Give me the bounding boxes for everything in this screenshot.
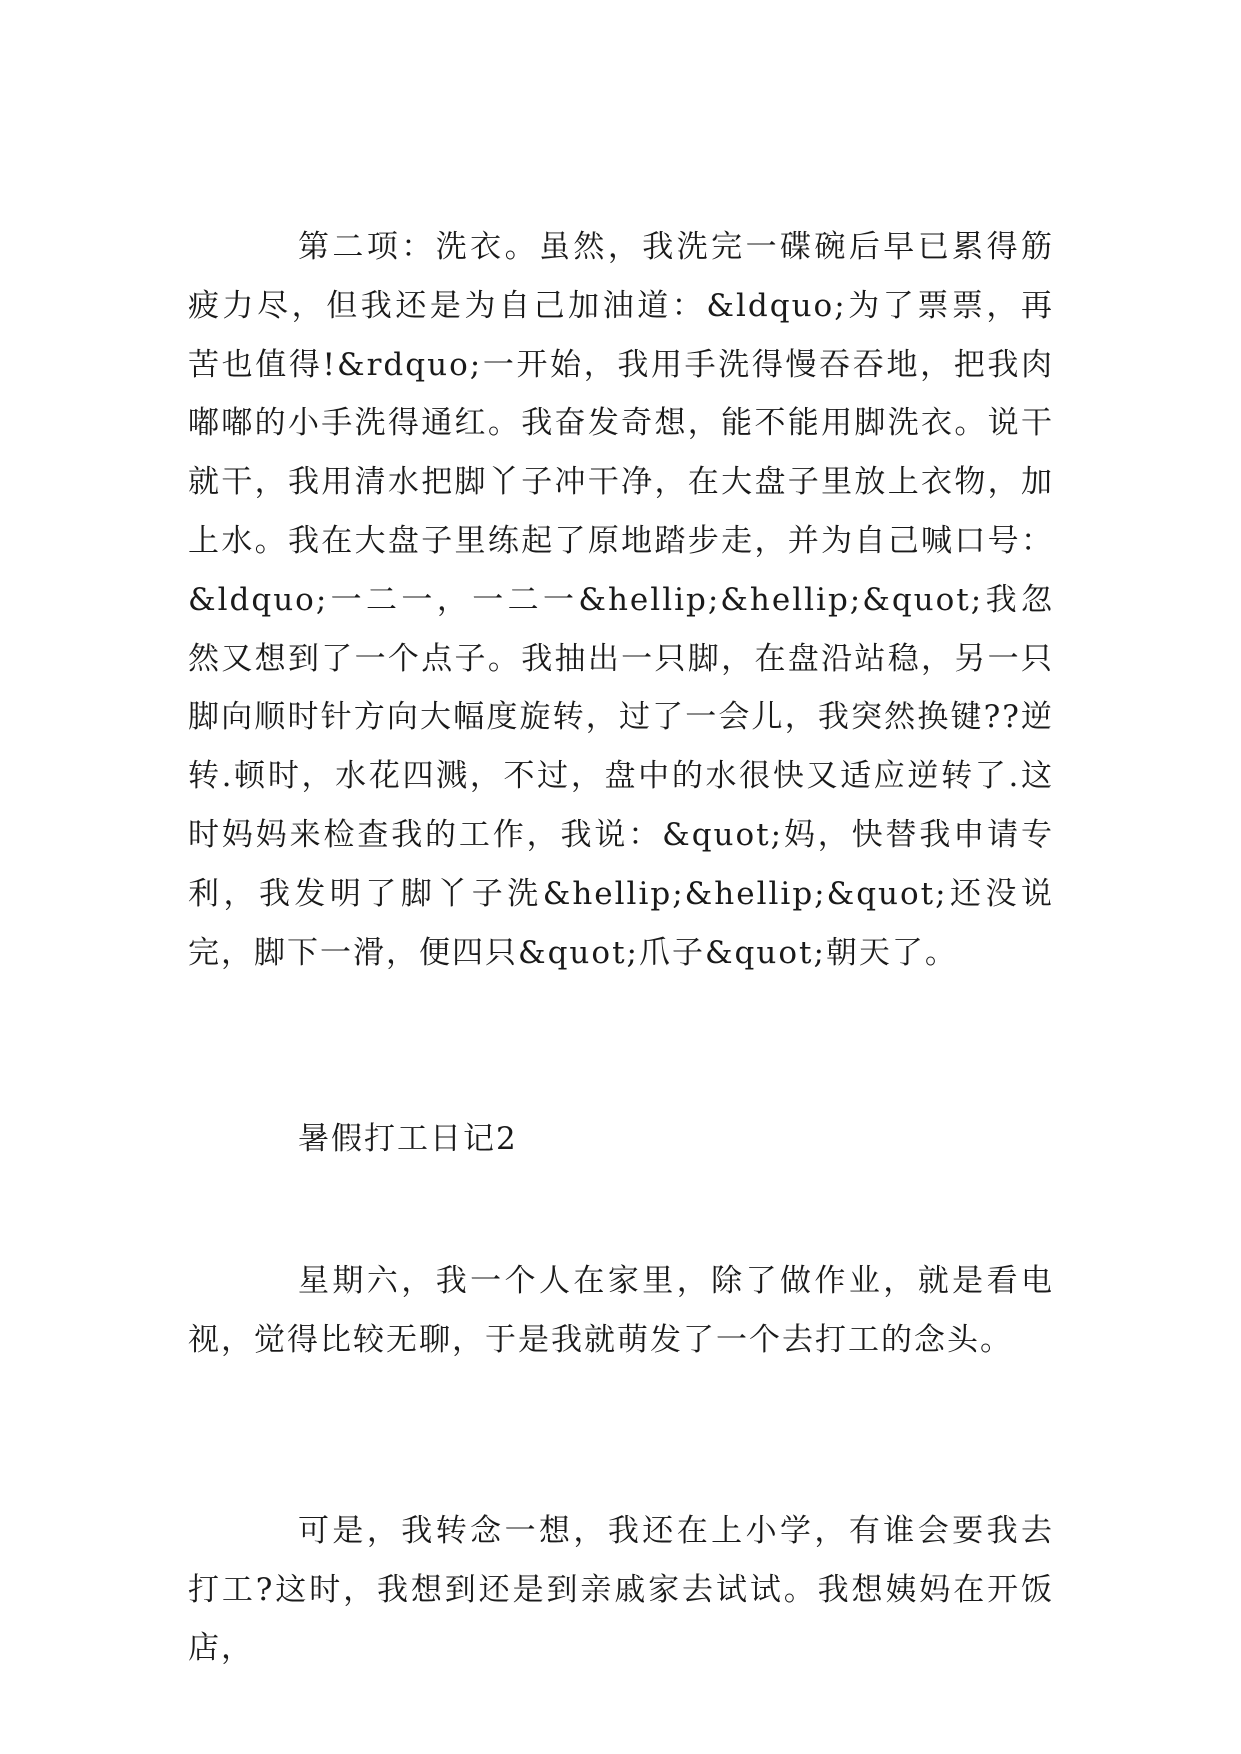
paragraph-laundry: 第二项：洗衣。虽然，我洗完一碟碗后早已累得筋疲力尽，但我还是为自己加油道：&ldquo;为了票票，再苦也值得!&rdquo;一开始，我用手洗得慢吞吞地，把我肉嘟嘟的小手洗得通红。我奋发奇想，能不能用脚洗衣。说干就干，我用清水把脚丫子冲干净，在大盘子里放上衣物，加上水。我在大盘子里练起了原地踏步走，并为自己喊口号：&ldquo;一二一，一二一&hellip;&hellip;&quot;我忽然又想到了一个点子。我抽出一只脚，在盘沿站稳，另一只脚向顺时针方向大幅度旋转，过了一会儿，我突然换键??逆转.顿时，水花四溅，不过，盘中的水很快又适应逆转了.这时妈妈来检查我的工作，我说：&quot;妈，快替我申请专利，我发明了脚丫子洗&hellip;&hellip;&quot;还没说完，脚下一滑，便四只&quot;爪子&quot;朝天了。 xyxy=(188,229,1054,971)
paragraph-relatives: 可是，我转念一想，我还在上小学，有谁会要我去打工?这时，我想到还是到亲戚家去试试。我想姨妈在开饭店， xyxy=(188,1512,1054,1667)
paragraph-spacer xyxy=(188,1169,1054,1252)
paragraph-spacer xyxy=(188,1370,1054,1502)
document-body xyxy=(188,218,1054,1678)
paragraph-saturday: 星期六，我一个人在家里，除了做作业，就是看电视，觉得比较无聊，于是我就萌发了一个去打工的念头。 xyxy=(188,1263,1054,1358)
paragraph-spacer xyxy=(188,982,1054,1110)
diary-title: 暑假打工日记2 xyxy=(298,1121,518,1158)
